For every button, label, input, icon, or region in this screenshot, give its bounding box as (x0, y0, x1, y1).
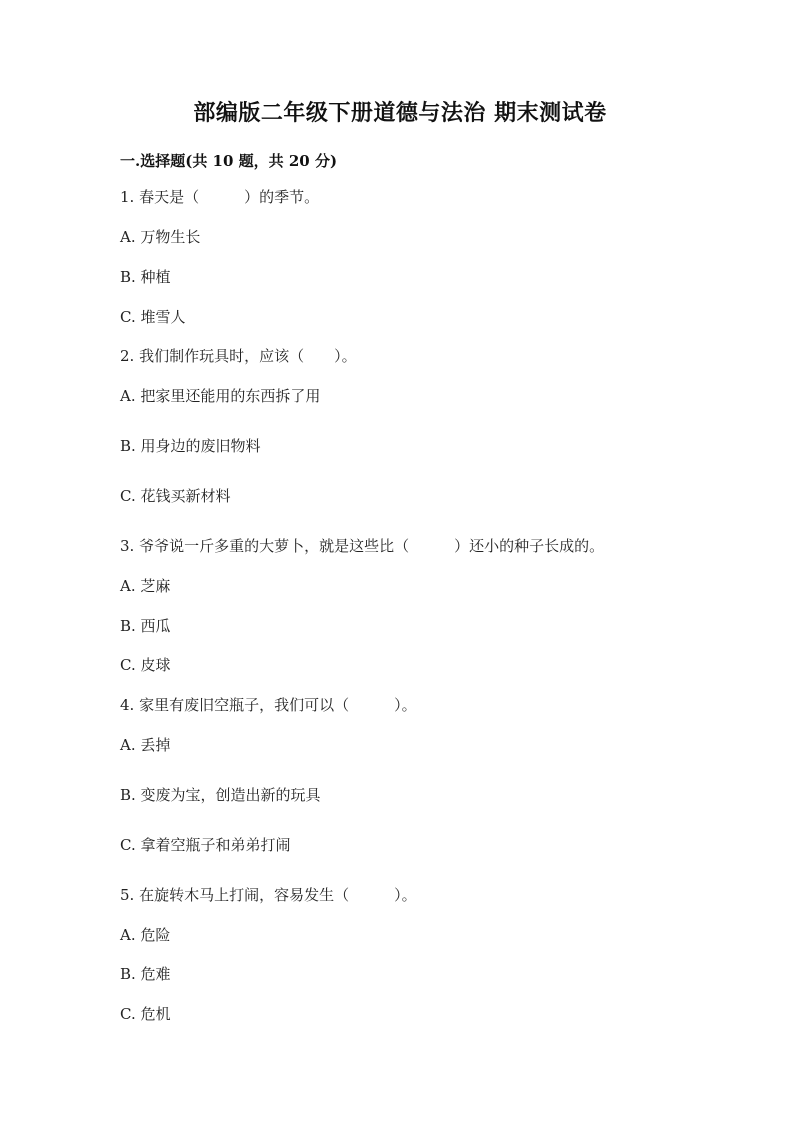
page-title: 部编版二年级下册道德与法治 期末测试卷 (193, 100, 607, 126)
question-option: A. 丢掉 (120, 736, 171, 754)
question-option: B. 西瓜 (120, 617, 171, 635)
question-option: B. 种植 (120, 268, 171, 286)
question-stem: 4. 家里有废旧空瓶子，我们可以（ ）。 (120, 696, 417, 714)
question-option: C. 花钱买新材料 (120, 487, 231, 505)
question-option: B. 危难 (120, 965, 171, 983)
question-stem: 3. 爷爷说一斤多重的大萝卜，就是这些比（ ）还小的种子长成的。 (120, 537, 605, 555)
question-option: C. 堆雪人 (120, 308, 186, 326)
question-stem: 1. 春天是（ ）的季节。 (120, 188, 320, 206)
question-stem: 2. 我们制作玩具时，应该（ ）。 (120, 347, 357, 365)
question-option: A. 芝麻 (120, 577, 171, 595)
question-stem: 5. 在旋转木马上打闹，容易发生（ ）。 (120, 886, 417, 904)
section-heading: 一.选择题(共 10 题，共 20 分) (120, 152, 338, 170)
question-option: B. 用身边的废旧物料 (120, 437, 261, 455)
question-option: C. 皮球 (120, 656, 171, 674)
question-option: A. 万物生长 (120, 228, 201, 246)
question-option: C. 拿着空瓶子和弟弟打闹 (120, 836, 291, 854)
question-option: B. 变废为宝，创造出新的玩具 (120, 786, 321, 804)
question-option: C. 危机 (120, 1005, 171, 1023)
question-option: A. 把家里还能用的东西拆了用 (120, 387, 321, 405)
question-option: A. 危险 (120, 926, 171, 944)
